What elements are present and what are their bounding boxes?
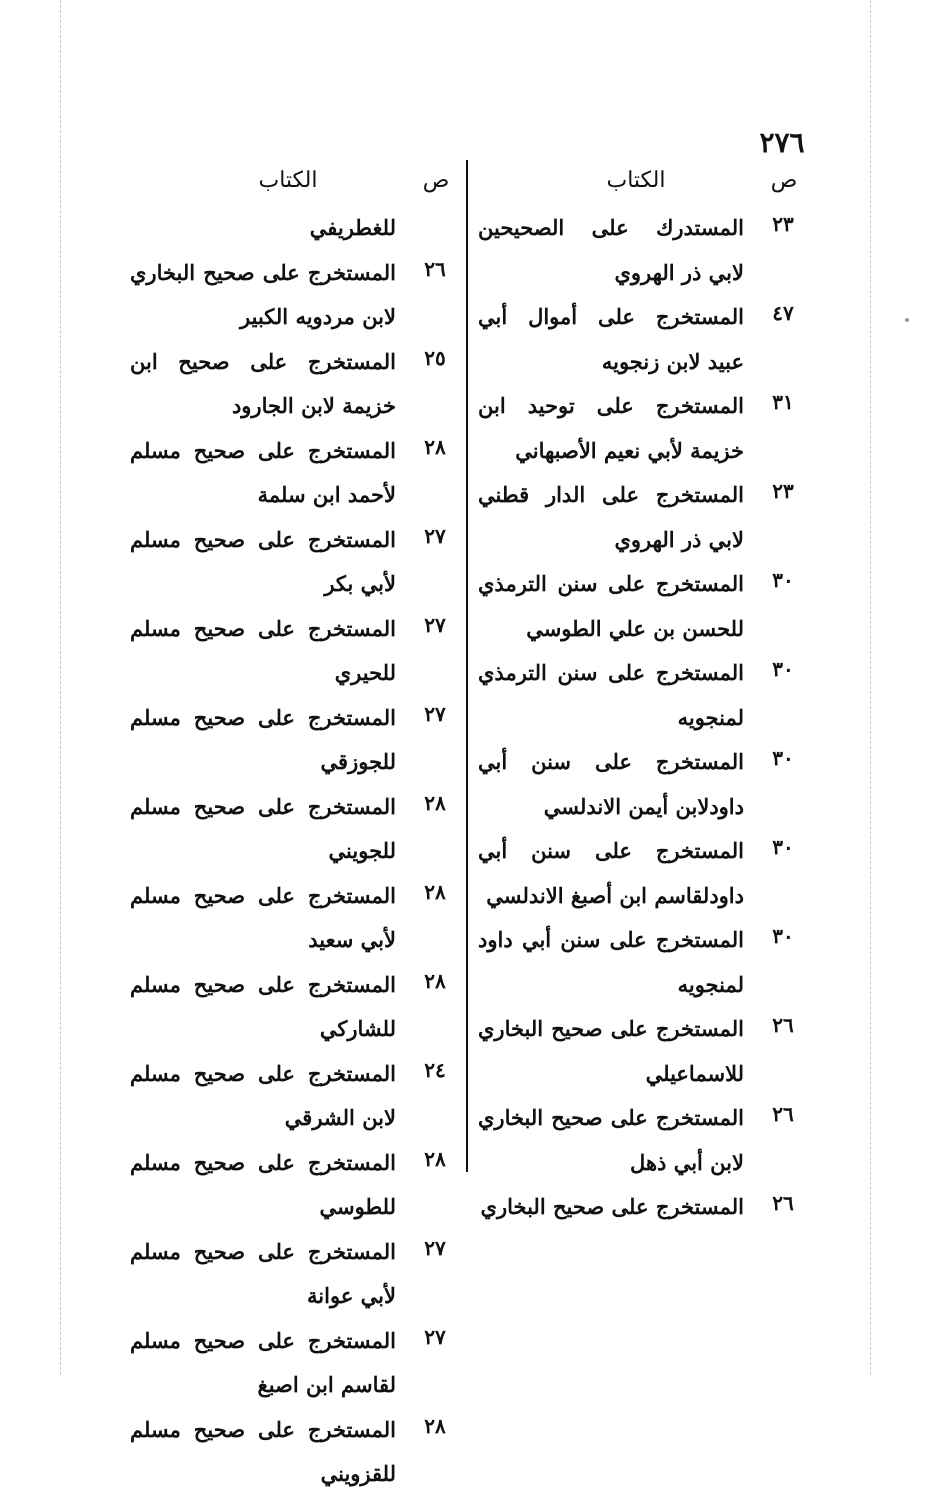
index-entry (478, 384, 808, 473)
entry-book-title: المستخرج على سنن الترمذي لمنجويه (478, 660, 744, 730)
entry-page-number: ٢٨ (424, 1413, 446, 1438)
scan-speck (905, 318, 909, 322)
entry-book-title: المستخرج على سنن أبي داودلابن أيمن الاندلسي (478, 749, 744, 819)
index-entry (130, 1052, 460, 1141)
entry-book-title: المستخرج على صحيح مسلم للجوزقي (130, 704, 396, 774)
index-entry (478, 1007, 808, 1096)
page-number: ٢٧٦ (759, 126, 805, 159)
index-entry (130, 785, 460, 874)
entry-book-title: المستخرج على صحيح مسلم للطوسي (130, 1149, 396, 1219)
entry-page-number: ٢٨ (424, 1146, 446, 1171)
scan-artifact-rule (870, 0, 871, 1375)
entry-page-number: ٢٤ (424, 1057, 446, 1082)
entry-book-title: المستخرج على سنن أبي داودلقاسم ابن أصبغ الاندلسي (478, 838, 744, 908)
entry-page-number: ٢٨ (424, 879, 446, 904)
entry-page-number: ٣٠ (772, 924, 794, 948)
index-entry (130, 518, 460, 607)
page-column-heading: ص (770, 168, 798, 193)
entry-page-number: ٣٠ (772, 657, 794, 681)
entry-page-number: ٢٦ (424, 256, 446, 281)
entry-book-title: المستخرج على صحيح مسلم لأبي بكر (130, 526, 396, 596)
entry-book-title: المستخرج على صحيح مسلم لابن الشرقي (130, 1060, 396, 1130)
entry-page-number: ٢٣ (772, 212, 794, 236)
right-column (478, 160, 808, 1230)
index-entry (478, 829, 808, 918)
entry-book-title: المستدرك على الصحيحين لابي ذر الهروي (478, 215, 744, 285)
index-entry (478, 206, 808, 295)
entry-page-number: ٢٦ (772, 1102, 794, 1126)
entry-page-number: ٢٧ (424, 701, 446, 726)
index-entry (478, 918, 808, 1007)
entry-page-number: ٢٨ (424, 434, 446, 459)
index-entry (130, 874, 460, 963)
index-entry (478, 1185, 808, 1230)
title-column-heading: الكتاب (606, 168, 666, 193)
entry-page-number: ٢٦ (772, 1191, 794, 1215)
entry-book-title: المستخرج على صحيح مسلم للشاركي (130, 971, 396, 1041)
entry-book-title: المستخرج على صحيح مسلم لأبي عوانة (130, 1238, 396, 1308)
index-entry (130, 206, 460, 251)
entry-page-number: ٤٧ (772, 301, 794, 325)
entry-book-title: المستخرج على صحيح ابن خزيمة لابن الجارود (130, 348, 396, 418)
title-column-heading: الكتاب (258, 168, 318, 193)
left-entry-list (130, 206, 460, 1497)
index-entry (130, 607, 460, 696)
index-entry (130, 251, 460, 340)
column-header (478, 160, 808, 206)
column-divider (466, 160, 468, 1172)
entry-book-title: المستخرج على صحيح مسلم للقزويني (130, 1416, 396, 1486)
entry-page-number: ٣٠ (772, 568, 794, 592)
entry-book-title: المستخرج على صحيح مسلم للحيري (130, 615, 396, 685)
index-entry (478, 473, 808, 562)
entry-book-title: المستخرج على صحيح مسلم للجويني (130, 793, 396, 863)
index-entry (130, 429, 460, 518)
entry-page-number: ٢٧ (424, 612, 446, 637)
entry-book-title: المستخرج على صحيح البخاري للاسماعيلي (478, 1016, 744, 1086)
index-entry (478, 651, 808, 740)
entry-book-title: المستخرج على صحيح مسلم لقاسم ابن اصبغ (130, 1327, 396, 1397)
index-entry (130, 340, 460, 429)
index-entry (478, 295, 808, 384)
entry-page-number: ٢٥ (424, 345, 446, 370)
index-entry (130, 963, 460, 1052)
entry-book-title: المستخرج على الدار قطني لابي ذر الهروي (478, 482, 744, 552)
scan-artifact-rule (60, 0, 61, 1375)
entry-book-title: المستخرج على سنن الترمذي للحسن بن علي الطوسي (478, 571, 744, 641)
entry-page-number: ٢٨ (424, 968, 446, 993)
entry-page-number: ٣١ (772, 390, 794, 414)
entry-page-number: ٢٦ (772, 1013, 794, 1037)
entry-book-title: المستخرج على صحيح البخاري (480, 1194, 744, 1219)
entry-page-number: ٢٨ (424, 790, 446, 815)
entry-book-title: المستخرج على صحيح مسلم لأبي سعيد (130, 882, 396, 952)
index-entry (478, 1096, 808, 1185)
entry-book-title: المستخرج على صحيح البخاري لابن مردويه الكبير (130, 259, 396, 329)
entry-book-title: المستخرج على توحيد ابن خزيمة لأبي نعيم الأصبهاني (478, 393, 744, 463)
entry-book-title: المستخرج على صحيح مسلم لأحمد ابن سلمة (130, 437, 396, 507)
entry-page-number: ٢٣ (772, 479, 794, 503)
entry-page-number: ٢٧ (424, 1235, 446, 1260)
entry-book-title: المستخرج على صحيح البخاري لابن أبي ذهل (478, 1105, 744, 1175)
index-entry (130, 1230, 460, 1319)
index-entry (130, 696, 460, 785)
entry-page-number: ٢٧ (424, 1324, 446, 1349)
index-entry (478, 562, 808, 651)
index-entry (478, 740, 808, 829)
column-header (130, 160, 460, 206)
index-entry (130, 1408, 460, 1497)
entry-book-title: للغطريفي (309, 215, 396, 240)
right-entry-list (478, 206, 808, 1230)
index-entry (130, 1319, 460, 1408)
entry-page-number: ٣٠ (772, 835, 794, 859)
page-column-heading: ص (422, 168, 450, 193)
index-entry (130, 1141, 460, 1230)
entry-page-number: ٣٠ (772, 746, 794, 770)
entry-book-title: المستخرج على أموال أبي عبيد لابن زنجويه (478, 304, 744, 374)
entry-book-title: المستخرج على سنن أبي داود لمنجويه (478, 927, 744, 997)
entry-page-number: ٢٧ (424, 523, 446, 548)
left-column (130, 160, 460, 1497)
